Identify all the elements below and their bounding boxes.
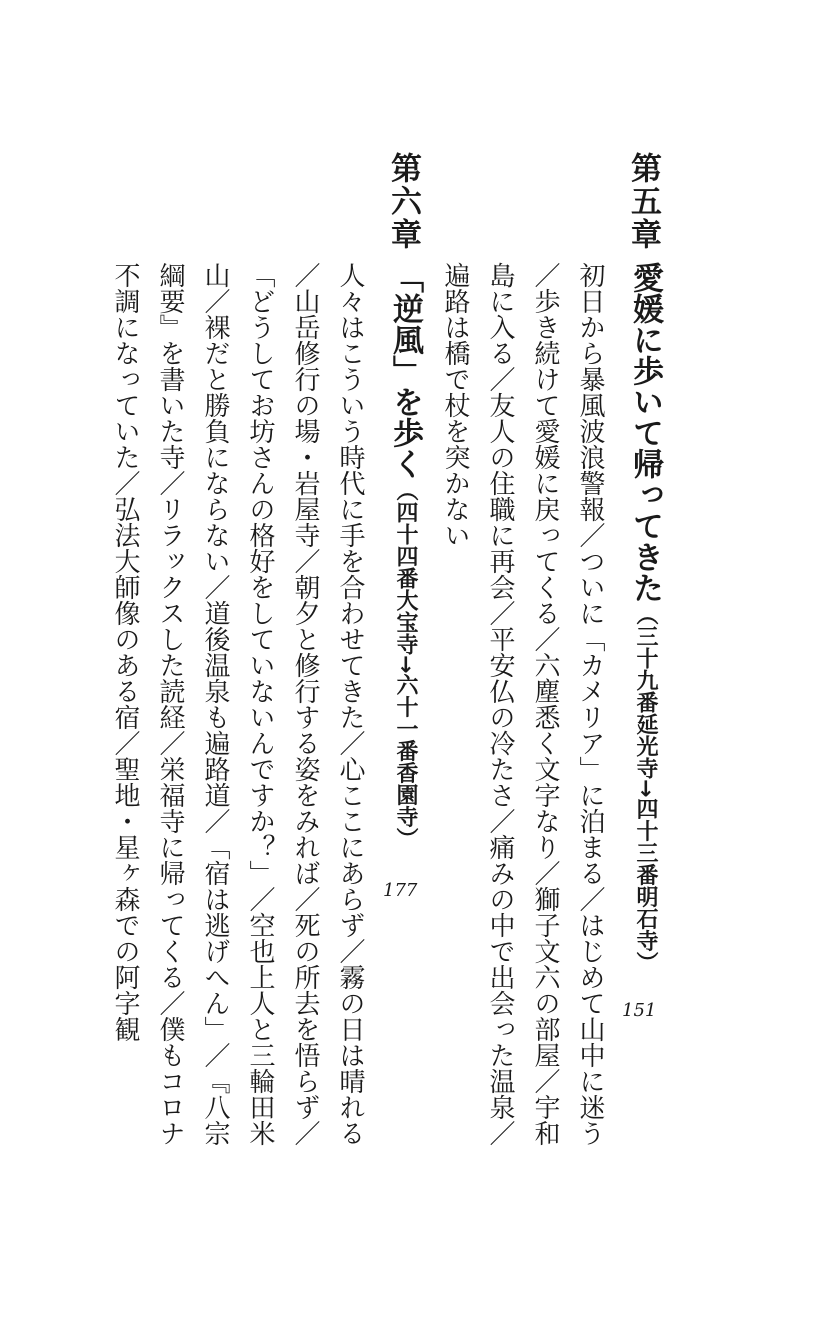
chapter-5-page-number: 151 — [622, 1000, 657, 1021]
chapter-5-label: 第五章 — [625, 152, 661, 251]
chapter-5-title — [624, 262, 668, 982]
chapter-6-summary: 人々はこういう時代に手を合わせてきた／心ここにあらず／霧の日は晴れる／山岳修行の場・岩屋寺／朝夕と修行する姿をみれば／死の所去を悟らず／「どうしてお坊さんの格好をしていないんですか？」／空也上人と三輪田米山／裸だと勝負にならない／道後温泉も遍路道／「宿は逃げへん」／『八宗綱要』を書いた寺／リラックスした読経／栄福寺に帰ってくる／僕もコロナ不調になっていた／弘法大師像のある宿／聖地・星ヶ森での阿字観 — [110, 262, 365, 1146]
chapter-6-title-main: 「逆風」を歩く — [387, 262, 423, 479]
chapter-5-title-sub: （三十九番延光寺→四十三番明石寺） — [633, 603, 658, 974]
chapter-6-label: 第六章 — [385, 152, 421, 251]
chapter-6-title — [384, 262, 428, 982]
chapter-6-page-number: 177 — [383, 880, 418, 901]
chapter-5-summary: 初日から暴風波浪警報／ついに「カメリア」に泊まる／はじめて山中に迷う／歩き続けて愛媛に戻ってくる／六塵悉く文字なり／獅子文六の部屋／宇和島に入る／友人の住職に再会／平安仏の冷たさ／痛みの中で出会った温泉／遍路は橋で杖を突かない — [440, 262, 605, 1146]
chapter-6-title-sub: （四十四番大宝寺→六十一番香園寺） — [393, 479, 418, 850]
chapter-5-title-main: 愛媛に歩いて帰ってきた — [627, 262, 663, 603]
